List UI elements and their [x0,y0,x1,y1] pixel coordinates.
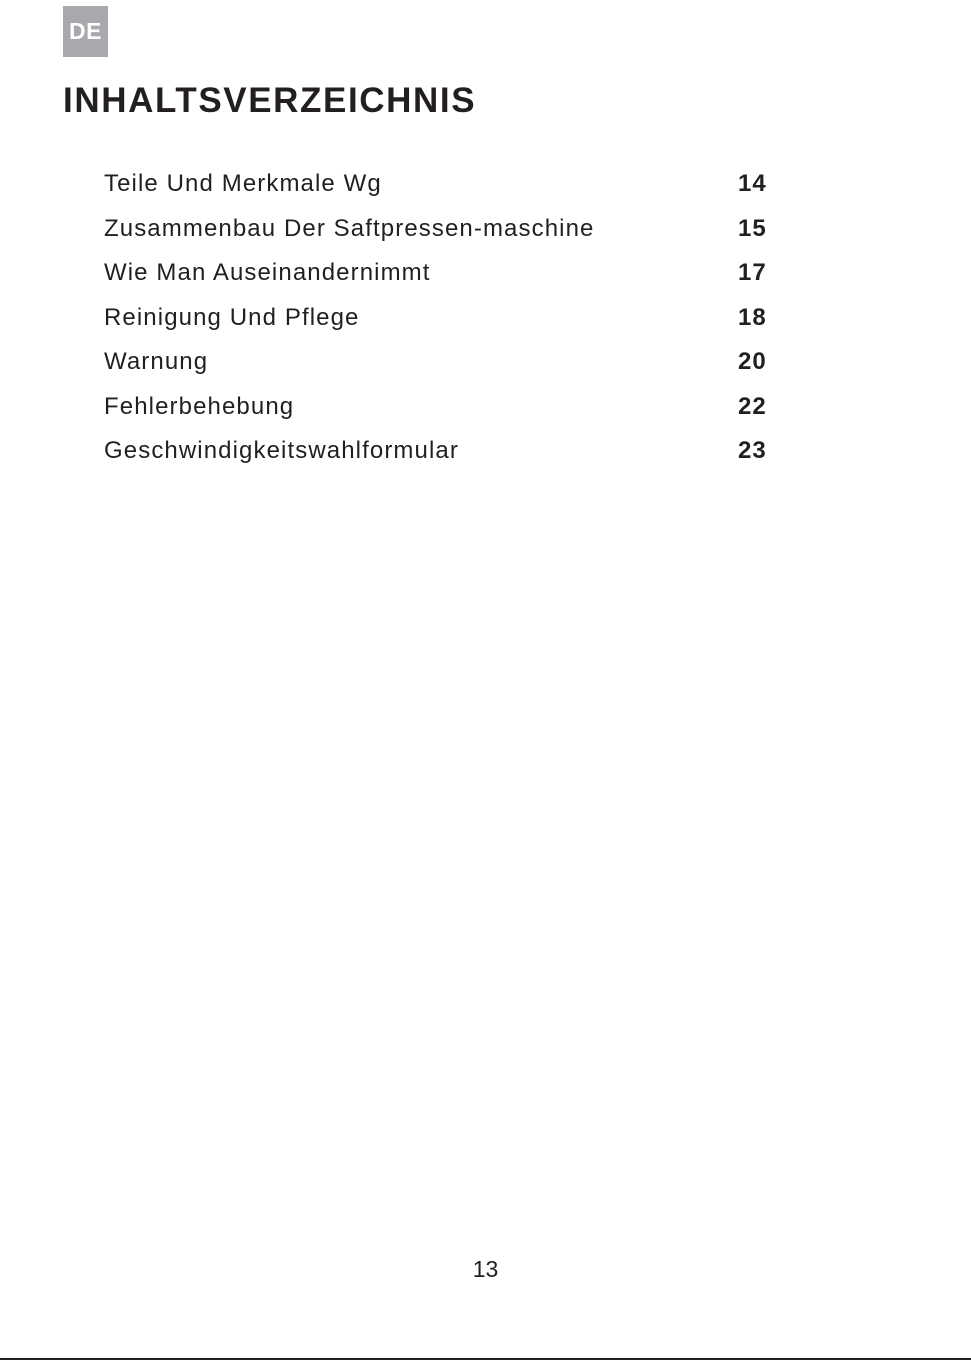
toc-entry-title: Warnung [104,348,209,376]
page-number: 13 [472,1256,499,1282]
toc-entry-page: 20 [738,348,767,376]
toc-entry[interactable] [104,296,804,341]
toc-entry-title: Zusammenbau Der Saftpressen-maschine [104,214,595,242]
toc-entry[interactable] [104,340,804,385]
page-title: INHALTSVERZEICHNIS [63,81,477,120]
language-badge-label: DE [69,18,102,44]
toc-entry[interactable] [104,162,804,207]
toc-entry-title: Fehlerbehebung [104,392,295,420]
bottom-divider [0,1358,971,1360]
table-of-contents [104,162,804,474]
toc-entry-page: 18 [738,303,767,331]
toc-entry[interactable] [104,429,804,474]
language-badge [63,6,108,57]
toc-entry-page: 22 [738,392,767,420]
toc-entry[interactable] [104,385,804,430]
toc-entry[interactable] [104,207,804,252]
toc-entry[interactable] [104,251,804,296]
toc-entry-page: 23 [738,437,767,465]
toc-entry-title: Teile Und Merkmale Wg [104,170,382,198]
toc-entry-page: 17 [738,259,767,287]
toc-entry-page: 14 [738,170,767,198]
toc-entry-page: 15 [738,214,767,242]
toc-entry-title: Wie Man Auseinandernimmt [104,259,431,287]
toc-entry-title: Reinigung Und Pflege [104,303,360,331]
toc-entry-title: Geschwindigkeitswahlformular [104,437,459,465]
